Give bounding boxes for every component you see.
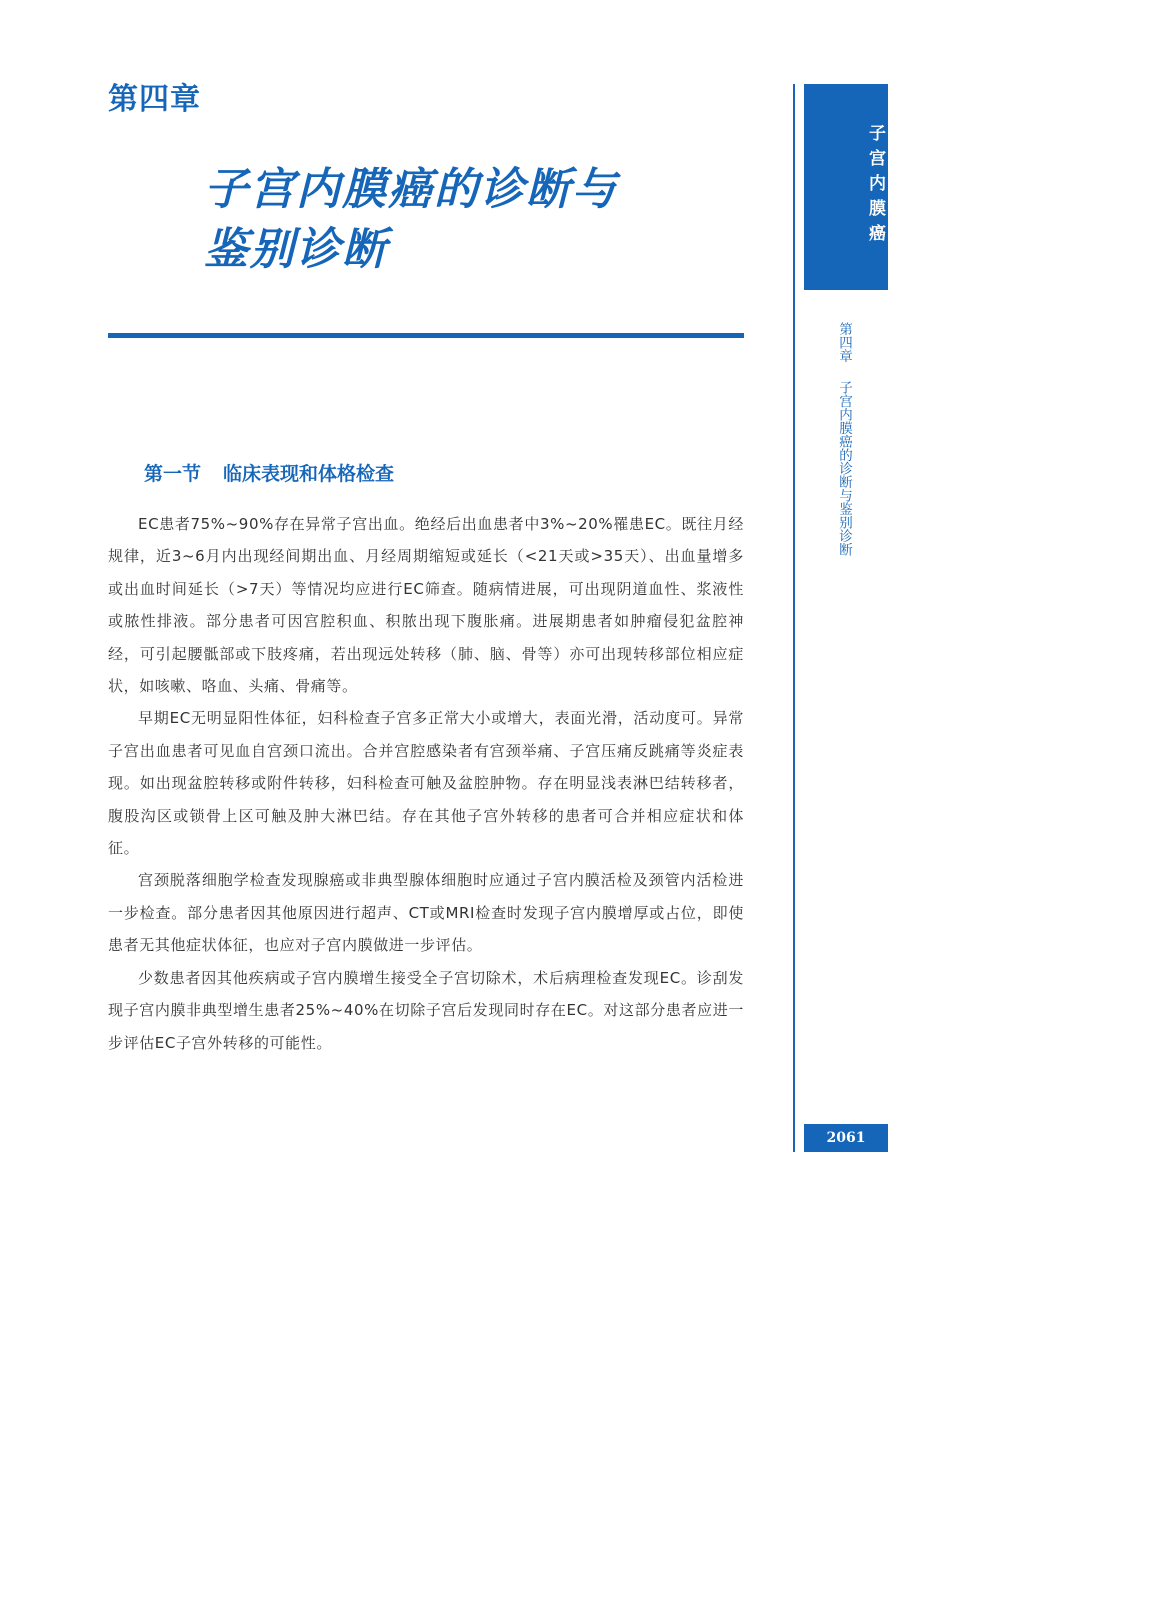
section-name: 临床表现和体格检查 (223, 463, 395, 485)
side-tab (804, 84, 888, 290)
body-text (108, 508, 744, 1059)
paragraph-2: 早期EC无明显阳性体征，妇科检查子宫多正常大小或增大，表面光滑，活动度可。异常子宫出血患者可见血自宫颈口流出。合并宫腔感染者有宫颈举痛、子宫压痛反跳痛等炎症表现。如出现盆腔转移或附件转移，妇科检查可触及盆腔肿物。存在明显浅表淋巴结转移者，腹股沟区或锁骨上区可触及肿大淋巴结。存在其他子宫外转移的患者可合并相应症状和体征。 (108, 709, 744, 858)
chapter-title-line-1: 子宫内膜癌的诊断与 (204, 164, 618, 215)
chapter-label: 第四章 (108, 82, 201, 117)
paragraph-4: 少数患者因其他疾病或子宫内膜增生接受全子宫切除术，术后病理检查发现EC。诊刮发现子宫内膜非典型增生患者25%~40%在切除子宫后发现同时存在EC。对这部分患者应进一步评估EC子宫外转移的可能性。 (108, 968, 744, 1052)
margin-rule (793, 84, 795, 1152)
section-heading (144, 460, 394, 488)
running-head-title: 子宫内膜癌的诊断与鉴别诊断 (836, 380, 852, 556)
running-head-chapter: 第四章 (836, 322, 852, 363)
running-head (830, 322, 852, 556)
paragraph-1: EC患者75%~90%存在异常子宫出血。绝经后出血患者中3%~20%罹患EC。既往月经规律，近3~6月内出现经间期出血、月经周期缩短或延长（<21天或>35天）、出血量增多或出血时间延长（>7天）等情况均应进行EC筛查。随病情进展，可出现阴道血性、浆液性或脓性排液。部分患者可因宫腔积血、积脓出现下腹胀痛。进展期患者如肿瘤侵犯盆腔神经，可引起腰骶部或下肢疼痛，若出现远处转移（肺、脑、骨等）亦可出现转移部位相应症状，如咳嗽、咯血、头痛、骨痛等。 (108, 515, 744, 696)
paragraph-3: 宫颈脱落细胞学检查发现腺癌或非典型腺体细胞时应通过子宫内膜活检及颈管内活检进一步检查。部分患者因其他原因进行超声、CT或MRI检查时发现子宫内膜增厚或占位，即使患者无其他症状体征，也应对子宫内膜做进一步评估。 (108, 871, 744, 955)
section-number: 第一节 (144, 463, 202, 485)
title-divider (108, 333, 744, 338)
side-tab-label: 子宫内膜癌 (865, 124, 885, 249)
chapter-title (204, 160, 724, 280)
page-number: 2061 (804, 1124, 888, 1152)
chapter-title-line-2: 鉴别诊断 (204, 224, 388, 275)
